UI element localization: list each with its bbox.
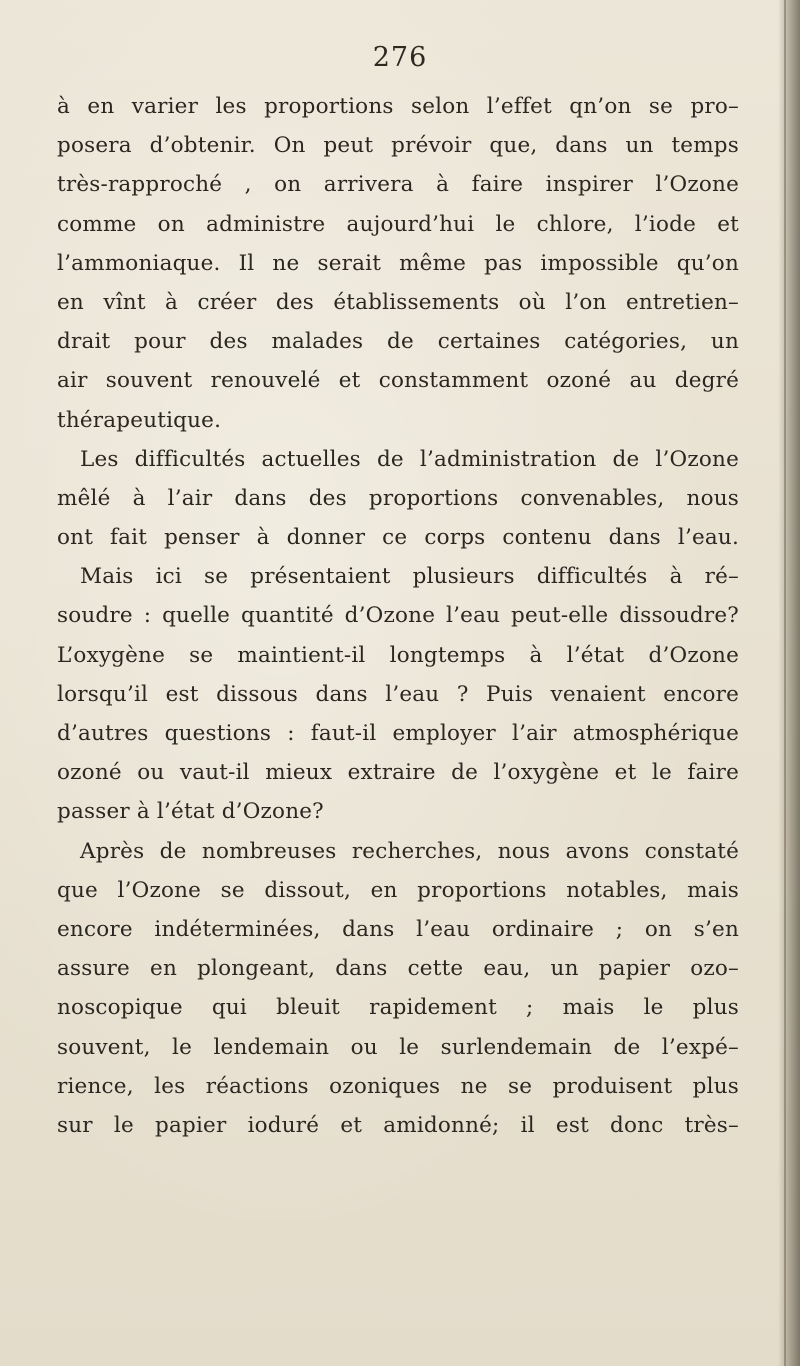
page-edge-line	[784, 0, 786, 1366]
text-line: ozoné ou vaut-il mieux extraire de l’oxygène et le faire	[57, 760, 739, 786]
text-line: encore indéterminées, dans l’eau ordinaire ; on s’en	[57, 916, 739, 942]
text-line: Après de nombreuses recherches, nous avons constaté	[80, 838, 739, 864]
text-line: thérapeutique.	[57, 407, 222, 433]
text-line: l’ammoniaque. Il ne serait même pas impossible qu’on	[57, 250, 739, 276]
text-line: drait pour des malades de certaines catégories, un	[57, 329, 739, 355]
text-line: à en varier les proportions selon l’effet qn’on se pro–	[57, 94, 739, 119]
text-line: noscopique qui bleuit rapidement ; mais le plus	[57, 995, 739, 1021]
text-line: sur le papier ioduré et amidonné; il est donc très–	[57, 1112, 739, 1138]
text-line: Les difficultés actuelles de l’administration de l’Ozone	[80, 446, 739, 472]
text-line: Mais ici se présentaient plusieurs difficultés à ré–	[80, 564, 739, 590]
text-line: ont fait penser à donner ce corps contenu dans l’eau.	[57, 525, 739, 551]
text-line: souvent, le lendemain ou le surlendemain de l’expé–	[57, 1034, 739, 1060]
text-line: soudre : quelle quantité d’Ozone l’eau peut-elle dissoudre?	[57, 603, 739, 629]
text-line: que l’Ozone se dissout, en proportions notables, mais	[57, 877, 739, 903]
text-line: mêlé à l’air dans des proportions convenables, nous	[57, 485, 739, 511]
text-line: comme on administre aujourd’hui le chlore, l’iode et	[57, 211, 739, 237]
text-line: L’oxygène se maintient-il longtemps à l’état d’Ozone	[57, 642, 739, 668]
text-line: air souvent renouvelé et constamment ozoné au degré	[57, 368, 739, 394]
text-line: en vînt à créer des établissements où l’on entretien–	[57, 289, 739, 315]
page-number: 276	[372, 42, 428, 73]
text-line: lorsqu’il est dissous dans l’eau ? Puis venaient encore	[57, 681, 739, 707]
text-line: posera d’obtenir. On peut prévoir que, dans un temps	[57, 133, 739, 159]
page-binding-edge	[778, 0, 800, 1366]
text-line: rience, les réactions ozoniques ne se produisent plus	[57, 1073, 739, 1099]
body-text	[57, 87, 739, 1145]
text-line: très-rapproché , on arrivera à faire inspirer l’Ozone	[57, 172, 739, 198]
text-line: d’autres questions : faut-il employer l’air atmosphérique	[57, 721, 739, 746]
text-line: passer à l’état d’Ozone?	[57, 799, 324, 825]
text-line: assure en plongeant, dans cette eau, un papier ozo–	[57, 956, 739, 982]
